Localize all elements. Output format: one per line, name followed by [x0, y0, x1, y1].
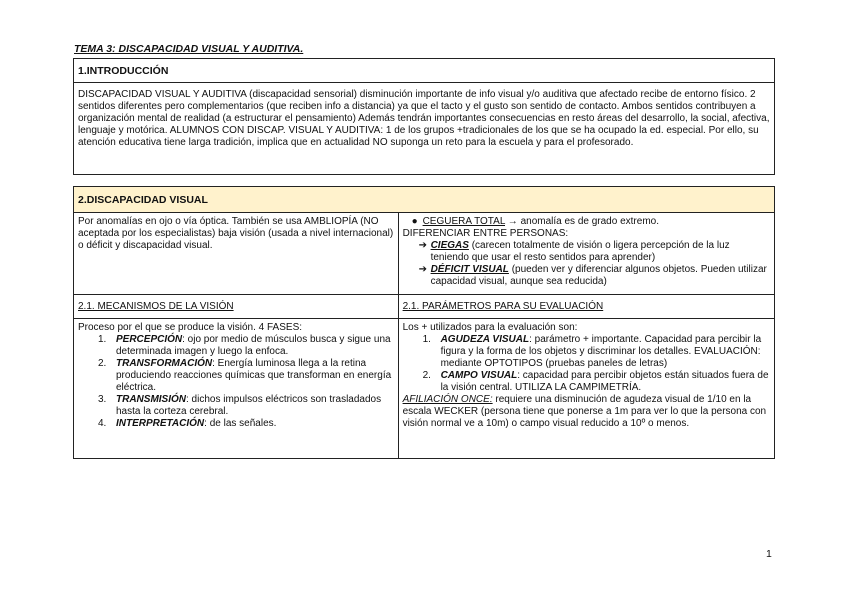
- step-description: : ojo por medio de músculos busca y sigue una determinada imagen y luego la enfoca.: [116, 334, 391, 357]
- list-item: [98, 334, 394, 358]
- afiliacion-description: requiere una disminución de agudeza visual de 1/10 en la escala WECKER (persona tiene que ponerse a 1m para ver lo que la persona con visión normal ve a 10m) o campo visual reducido a 10º o menos.: [402, 394, 767, 429]
- step-term: TRANSMISIÓN: [116, 394, 186, 405]
- step-number: 3.: [98, 394, 107, 405]
- item-description: : capacidad para percibir objetos están situados fuera de la visión central. UTILIZA LA CAMPIMETRÍA.: [440, 370, 769, 393]
- visual-disability-table: [73, 186, 775, 459]
- list-item: [423, 334, 770, 370]
- list-item: [98, 358, 394, 394]
- step-number: 4.: [98, 418, 107, 429]
- arrow-icon: ➔: [418, 264, 427, 275]
- introduction-heading: 1.INTRODUCCIÓN: [74, 59, 775, 83]
- item-number: 1.: [422, 334, 431, 345]
- list-item: [98, 394, 394, 418]
- list-item: [419, 264, 770, 288]
- mecanismos-cell: [74, 319, 399, 459]
- ceguera-term: CEGUERA TOTAL: [422, 216, 506, 227]
- afiliacion-term: AFILIACIÓN ONCE:: [402, 394, 493, 405]
- list-item: [423, 370, 770, 394]
- item-term: CAMPO VISUAL: [440, 370, 518, 381]
- ciegas-description: (carecen totalmente de visión o ligera percepción de la luz teniendo que usar el resto sentidos para aprender): [430, 240, 730, 263]
- parametros-heading: 2.1. PARÁMETROS PARA SU EVALUACIÓN: [398, 295, 774, 319]
- step-description: : Energía luminosa llega a la retina produciendo reacciones químicas que transforman en energía eléctrica.: [116, 358, 392, 393]
- arrow-icon: ➔: [418, 240, 427, 251]
- afiliacion-paragraph: [403, 394, 770, 430]
- item-term: AGUDEZA VISUAL: [440, 334, 530, 345]
- visual-disability-heading: 2.DISCAPACIDAD VISUAL: [74, 187, 775, 213]
- visual-definition-text: Por anomalías en ojo o vía óptica. También se usa AMBLIOPÍA (NO aceptada por los especialistas) baja visión (usada a nivel internacional) o déficit y discapacidad visual.: [78, 216, 394, 251]
- ceguera-description: → anomalía es de grado extremo.: [505, 216, 659, 227]
- parametros-cell: [398, 319, 774, 459]
- document-title: TEMA 3: DISCAPACIDAD VISUAL Y AUDITIVA.: [74, 43, 304, 55]
- diferenciar-line: DIFERENCIAR ENTRE PERSONAS:: [402, 228, 569, 239]
- introduction-text: DISCAPACIDAD VISUAL Y AUDITIVA (discapacidad sensorial) disminución importante de info visual y/o auditiva que afectado recibe de entorno físico. 2 sentidos diferentes pero complementarios (que reciben info a distancia) ya que el tacto y el gusto son sentido de contacto. Ambos sentidos contribuyen a organización mental de realidad (a estructurar el pensamiento) Además tendrán importantes consecuencias en resto áreas del desarrollo, la social, afectiva, lenguaje y motórica. ALUMNOS CON DISCAP. VISUAL Y AUDITIVA: 1 de los grupos +tradicionales de los que se ha ocupado la ed. especial. Por ello, su atención educativa tiene larga tradición, implica que en actualidad NO suponga un reto para la escuela y para el profesorado.: [74, 83, 775, 175]
- ciegas-term: CIEGAS: [430, 240, 469, 251]
- list-item: [419, 240, 770, 264]
- visual-classification-cell: [398, 213, 774, 295]
- mecanismos-steps: [98, 334, 394, 430]
- item-number: 2.: [422, 370, 431, 381]
- parametros-list: [423, 334, 770, 394]
- parametros-intro: Los + utilizados para la evaluación son:: [402, 322, 578, 333]
- deficit-description: (pueden ver y diferenciar algunos objetos. Pueden utilizar capacidad visual, aunque sea reducida): [430, 264, 767, 287]
- step-description: : dichos impulsos eléctricos son trasladados hasta la corteza cerebral.: [116, 394, 382, 417]
- step-term: INTERPRETACIÓN: [116, 418, 205, 429]
- page-number: 1: [766, 548, 772, 560]
- mecanismos-heading: 2.1. MECANISMOS DE LA VISIÓN: [74, 295, 399, 319]
- step-term: TRANSFORMACIÓN: [116, 358, 213, 369]
- visual-definition-cell: [74, 213, 399, 295]
- step-term: PERCEPCIÓN: [116, 334, 183, 345]
- item-description: : parámetro + importante. Capacidad para percibir la figura y la forma de los objetos y discriminar los detalles. EVALUACIÓN: mediante OPTOTIPOS (pruebas paneles de letras): [440, 334, 762, 369]
- step-description: : de las señales.: [204, 418, 277, 429]
- list-item: [98, 418, 394, 430]
- ceguera-line: [403, 216, 770, 228]
- bullet-icon: ●: [411, 216, 418, 227]
- deficit-term: DÉFICIT VISUAL: [430, 264, 509, 275]
- step-number: 1.: [98, 334, 107, 345]
- mecanismos-intro: Proceso por el que se produce la visión. 4 FASES:: [78, 322, 303, 333]
- step-number: 2.: [98, 358, 107, 369]
- introduction-table: [73, 58, 775, 175]
- people-types-list: [419, 240, 770, 288]
